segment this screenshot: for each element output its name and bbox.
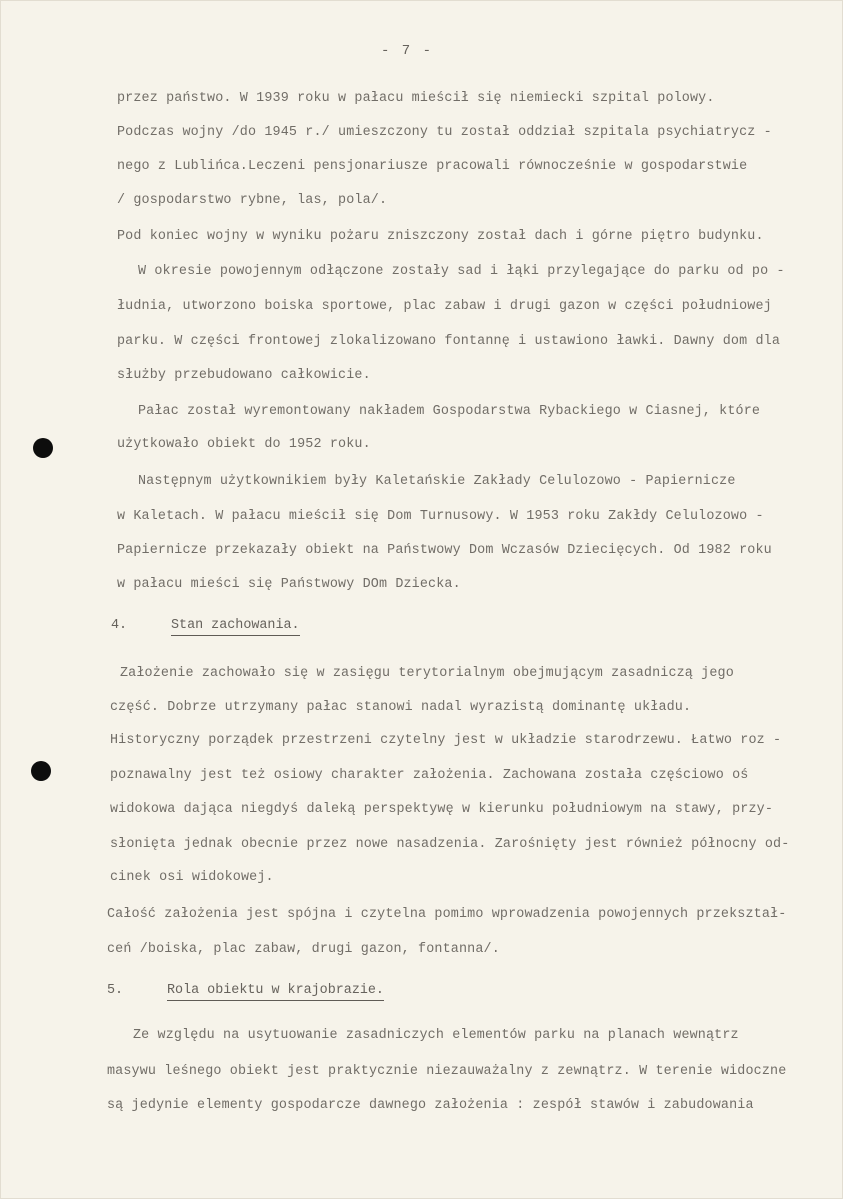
text-line: użytkowało obiekt do 1952 roku. xyxy=(117,437,371,452)
text-line: przez państwo. W 1939 roku w pałacu mieścił się niemiecki szpital polowy. xyxy=(117,91,715,106)
punch-hole xyxy=(31,761,51,781)
text-line: parku. W części frontowej zlokalizowano fontannę i ustawiono ławki. Dawny dom dla xyxy=(117,334,781,349)
text-line: Podczas wojny /do 1945 r./ umieszczony tu został oddział szpitala psychiatrycz - xyxy=(117,125,772,140)
text-line: Następnym użytkownikiem były Kaletańskie Zakłady Celulozowo - Papiernicze xyxy=(138,474,736,489)
text-line: Całość założenia jest spójna i czytelna pomimo wprowadzenia powojennych przekształ- xyxy=(107,907,787,922)
section-number: 4. xyxy=(111,618,128,633)
text-line: Założenie zachowało się w zasięgu terytorialnym obejmującym zasadniczą jego xyxy=(120,666,734,681)
text-line: Historyczny porządek przestrzeni czytelny jest w układzie starodrzewu. Łatwo roz - xyxy=(110,733,782,748)
text-line: służby przebudowano całkowicie. xyxy=(117,368,371,383)
text-line: słonięta jednak obecnie przez nowe nasadzenia. Zarośnięty jest również północny od- xyxy=(110,837,790,852)
section-number: 5. xyxy=(107,983,124,998)
text-line: ceń /boiska, plac zabaw, drugi gazon, fontanna/. xyxy=(107,942,500,957)
section-title: Stan zachowania. xyxy=(171,618,300,636)
text-line: Papiernicze przekazały obiekt na Państwowy Dom Wczasów Dziecięcych. Od 1982 roku xyxy=(117,543,772,558)
text-line: W okresie powojennym odłączone zostały sad i łąki przylegające do parku od po - xyxy=(138,264,785,279)
text-line: łudnia, utworzono boiska sportowe, plac zabaw i drugi gazon w części południowej xyxy=(117,299,772,314)
text-line: w Kaletach. W pałacu mieścił się Dom Turnusowy. W 1953 roku Zakłdy Celulozowo - xyxy=(117,509,764,524)
text-line: nego z Lublińca.Leczeni pensjonariusze pracowali równocześnie w gospodarstwie xyxy=(117,159,748,174)
text-line: są jedynie elementy gospodarcze dawnego założenia : zespół stawów i zabudowania xyxy=(107,1098,754,1113)
text-line: / gospodarstwo rybne, las, pola/. xyxy=(117,193,388,208)
punch-hole xyxy=(33,438,53,458)
page-number: - 7 - xyxy=(381,43,434,59)
text-line: część. Dobrze utrzymany pałac stanowi nadal wyrazistą dominantę układu. xyxy=(110,700,692,715)
text-line: w pałacu mieści się Państwowy DOm Dziecka. xyxy=(117,577,461,592)
section-title: Rola obiektu w krajobrazie. xyxy=(167,983,384,1001)
text-line: Pod koniec wojny w wyniku pożaru zniszczony został dach i górne piętro budynku. xyxy=(117,229,764,244)
text-line: Ze względu na usytuowanie zasadniczych elementów parku na planach wewnątrz xyxy=(133,1028,739,1043)
text-line: Pałac został wyremontowany nakładem Gospodarstwa Rybackiego w Ciasnej, które xyxy=(138,404,761,419)
text-line: cinek osi widokowej. xyxy=(110,870,274,885)
text-line: poznawalny jest też osiowy charakter założenia. Zachowana została częściowo oś xyxy=(110,768,749,783)
text-line: widokowa dająca niegdyś daleką perspektywę w kierunku południowym na stawy, przy- xyxy=(110,802,774,817)
text-line: masywu leśnego obiekt jest praktycznie niezauważalny z zewnątrz. W terenie widoczne xyxy=(107,1064,787,1079)
